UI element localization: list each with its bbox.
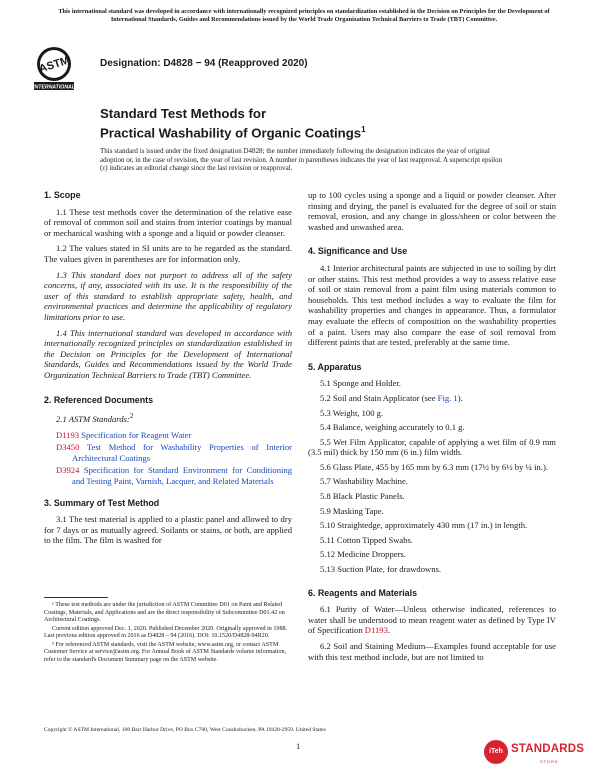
apparatus-5-7: 5.7 Washability Machine.	[320, 476, 408, 487]
apparatus-5-13: 5.13 Suction Plate, for drawdowns.	[320, 564, 442, 575]
footnote-2: ² For referenced ASTM standards, visit the ASTM website, www.astm.org, or contact ASTM Customer Service at service@astm.org. For Annual Book of ASTM Standards volume information, refer to the standard's Document Summary page on the ASTM website.	[44, 641, 287, 663]
apparatus-5-9: 5.9 Masking Tape.	[320, 505, 384, 516]
figure-1-link[interactable]: Fig. 1	[437, 392, 458, 403]
apparatus-5-10: 5.10 Straightedge, approximately 430 mm (17 in.) in length.	[320, 520, 528, 531]
apparatus-5-8: 5.8 Black Plastic Panels.	[320, 491, 405, 502]
footnote-rule	[44, 597, 108, 598]
footnote-1b: Current edition approved Dec. 1, 2020. Published December 2020. Originally approved in 1988. Last previous edition approved in 2016 as D4828 – 94 (2016). DOI: 10.1520/D4828-94R20.	[44, 625, 288, 639]
page-title	[100, 106, 366, 141]
reference-d1193[interactable]	[56, 430, 292, 441]
para-6-2: 6.2 Soil and Staining Medium—Examples found acceptable for use with this test method include, but are not limited to	[308, 641, 556, 662]
standards-store-badge[interactable]	[484, 740, 585, 768]
apparatus-5-4: 5.4 Balance, weighing accurately to 0.1 g.	[320, 422, 465, 433]
reference-d3924[interactable]	[56, 465, 292, 486]
title-line-2: Practical Washability of Organic Coatings$^1$	[100, 125, 366, 141]
ref-code-link[interactable]: D3924	[56, 465, 80, 476]
ref-code-link[interactable]: D1193	[56, 429, 80, 440]
apparatus-5-12: 5.12 Medicine Droppers.	[320, 549, 406, 560]
copyright: Copyright © ASTM International, 100 Barr Harbor Drive, PO Box C700, West Conshohocken, PA 19428-2959. United States	[44, 727, 326, 733]
ref-code-link[interactable]: D3450	[56, 442, 80, 453]
para-6-1: 6.1 Purity of Water—Unless otherwise indicated, references to water shall be understood to mean reagent water as defined by Type IV of Specification D1193.	[308, 604, 556, 636]
d1193-link[interactable]: D1193	[364, 625, 388, 636]
summary-heading: 3. Summary of Test Method	[44, 497, 160, 508]
significance-heading: 4. Significance and Use	[308, 246, 408, 257]
apparatus-5-1: 5.1 Sponge and Holder.	[320, 378, 401, 389]
apparatus-5-11: 5.11 Cotton Tipped Swabs.	[320, 534, 414, 545]
apparatus-5-5: 5.5 Wet Film Applicator, capable of applying a wet film of 0.9 mm (3.5 mil) thick by 150 mm (6 in.) film width.	[308, 436, 556, 458]
top-notice: This international standard was developed in accordance with internationally recognized principles on standardization established in the Decision on Principles for the Development of International Standards, Guides and Recommendations issued by the World Trade Organization Technical Barriers to Trade (TBT) Committee.	[58, 8, 550, 24]
astm-logo	[30, 44, 78, 92]
ref-title-link[interactable]: Specification for Reagent Water	[81, 429, 192, 440]
designation: Designation: D4828 − 94 (Reapproved 2020)	[100, 58, 308, 69]
badge-disc: iTeh	[484, 740, 508, 764]
page-number: 1	[296, 741, 301, 751]
para-3-1-continued: up to 100 cycles using a sponge and a liquid or powder cleanser. After rinsing and drying, the panel is evaluated for the degree of soil or stain removal, erosion, and any change in gloss/sheen or color between the washed and unwashed area.	[308, 190, 556, 232]
badge-word: STANDARDS	[511, 743, 585, 755]
apparatus-heading: 5. Apparatus	[308, 361, 362, 372]
para-3-1: 3.1 The test material is applied to a plastic panel and allowed to dry for 7 days or as mutually agreed. Soilants or stains, or both, are applied to the film. The film is washed for	[44, 514, 292, 546]
para-1-3: 1.3 This standard does not purport to address all of the safety concerns, if any, associated with its use. It is the responsibility of the user of this standard to establish appropriate safety, health, and environmental practices and determine the applicability of regulatory limitations prior to use.	[44, 269, 292, 322]
apparatus-5-6: 5.6 Glass Plate, 455 by 165 mm by 6.3 mm (17½ by 6½ by ¼ in.).	[320, 461, 548, 472]
title-footnote-mark: 1	[361, 125, 366, 134]
logo-subtext: INTERNATIONAL	[33, 84, 75, 91]
ref-title-link[interactable]: Specification for Standard Environment for Conditioning and Testing Paint, Varnish, Lacquer, and Related Materials	[72, 465, 292, 486]
title-line-1: Standard Test Methods for	[100, 106, 267, 121]
reagents-heading: 6. Reagents and Materials	[308, 587, 418, 598]
apparatus-5-3: 5.3 Weight, 100 g.	[320, 407, 384, 418]
badge-sub: STORE	[540, 759, 559, 764]
para-1-2: 1.2 The values stated in SI units are to be regarded as the standard. The values given in parentheses are for information only.	[44, 243, 292, 264]
scope-heading: 1. Scope	[44, 190, 81, 200]
left-column	[44, 190, 292, 551]
para-1-4: 1.4 This international standard was developed in accordance with internationally recognized principles on standardization established in the Decision on Principles for the Development of International Standards, Guides and Recommendations issued by the World Trade Organization Technical Barriers to Trade (TBT) Committee.	[44, 327, 292, 380]
reference-d3450[interactable]	[56, 442, 292, 463]
apparatus-5-2: 5.2 Soil and Stain Applicator (see Fig. 1).	[320, 392, 463, 403]
logo-text: ASTM	[37, 54, 71, 76]
astm-standards-label: 2.1 ASTM Standards:$^2$	[56, 412, 134, 424]
para-1-1: 1.1 These test methods cover the determination of the relative ease of removal of common soil and stains from interior coatings by manual or mechanical washing with a sponge and a liquid or powder cleanser.	[44, 206, 292, 238]
ref-title-link[interactable]: Test Method for Washability Properties of Interior Architectural Coatings	[72, 442, 292, 463]
footnotes	[44, 602, 292, 665]
footnote-1: ¹ These test methods are under the jurisdiction of ASTM Committee D01 on Paint and Related Coatings, Materials, and Applications and are the direct responsibility of Subcommittee D01.42 on Architectural Coatings.	[44, 602, 285, 623]
preamble: This standard is issued under the fixed designation D4828; the number immediately following the designation indicates the year of original adoption or, in the case of revision, the year of last revision. A number in parentheses indicates the year of last reapproval. A superscript epsilon (ε) indicates an editorial change since the last revision or reapproval.	[100, 147, 503, 173]
refs-heading: 2. Referenced Documents	[44, 394, 154, 405]
para-4-1: 4.1 Interior architectural paints are subjected in use to soiling by dirt or other stains. This test method provides a way to assess relative ease of soil or stain removal from a paint film using materials common to households. This test method includes a way to evaluate the film for washability properties and changes in appearance. Thus, a formulator may evaluate the effects of composition on the washability properties of a paint. Users may also compare the ease of soil removal from different paints that are tested, preferably at the same time.	[308, 262, 556, 348]
right-column	[308, 190, 556, 667]
